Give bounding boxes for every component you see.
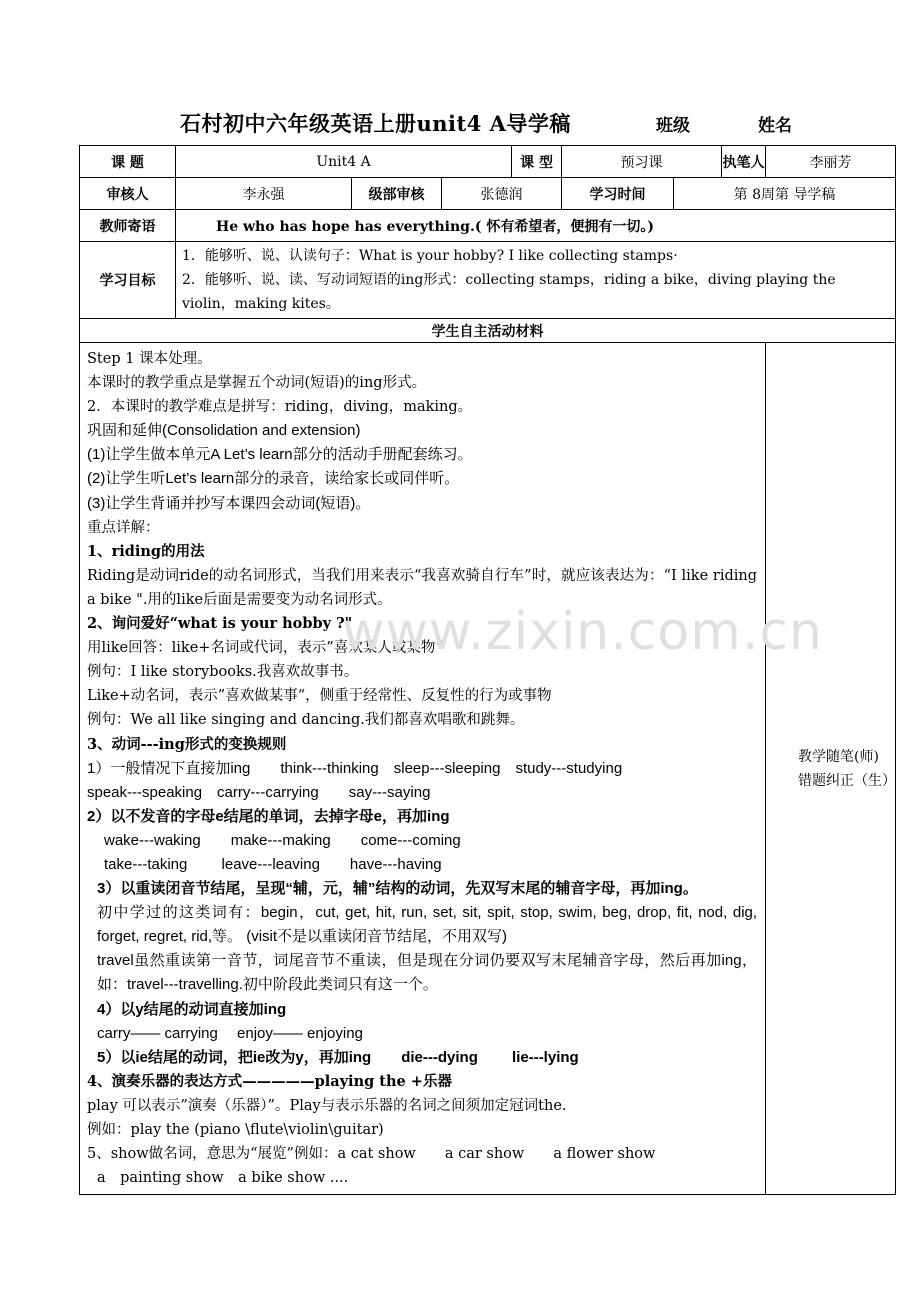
content-heading: 3、动词---ing形式的变换规则	[87, 735, 287, 753]
content-heading: 5）以ie结尾的动词，把ie改为y，再加ing die---dying lie---lying	[97, 1048, 579, 1066]
error-correction-label: 错题纠正（生）	[798, 772, 897, 789]
course-value: Unit4 A	[176, 146, 512, 178]
content-heading: 3）以重读闭音节结尾，呈现“辅，元，辅”结构的动词，先双写末尾的辅音字母，再加ing。	[97, 880, 698, 898]
section-title: 学生自主活动材料	[80, 319, 896, 343]
content-line: 5、show做名词，意思为“展览”例如：a cat show a car show a flower show	[87, 1146, 656, 1163]
content-line: (3)让学生背诵并抄写本课四会动词(短语)。	[87, 494, 371, 512]
goals-label: 学习目标	[80, 242, 176, 319]
content-line: take---taking leave---leaving have---having	[104, 855, 442, 873]
content-heading: 4）以y结尾的动词直接加ing	[97, 1000, 287, 1018]
content-line: 初中学过的这类词有：begin，cut, get, hit, run, set, sit, spit, stop, swim, beg, drop, fit, nod, dig, forget, regret, rid,等。 (visit不是以重读闭音节结尾，不用双写)	[97, 904, 758, 946]
content-line: travel虽然重读第一音节，词尾音节不重读，但是现在分词仍要双写末尾辅音字母，然后再加ing，如：travel---travelling.初中阶段此类词只有这一个。	[97, 952, 758, 994]
type-label: 课 型	[512, 146, 562, 178]
study-sheet-table	[79, 145, 896, 1195]
content-line: 2．本课时的教学难点是拼写：riding，diving，making。	[87, 399, 473, 416]
class-label: 班级	[656, 116, 690, 136]
content-line: 本课时的教学重点是掌握五个动词(短语)的ing形式。	[87, 375, 427, 392]
content-line: Like+动名词，表示”喜欢做某事“，侧重于经常性、反复性的行为或事物	[87, 688, 552, 705]
content-line: play 可以表示”演奏（乐器）”。Play与表示乐器的名词之间须加定冠词the.	[87, 1097, 567, 1114]
reviewer-value: 李永强	[176, 178, 352, 210]
content-line: (2)让学生听Let’s learn部分的录音，读给家长或同伴听。	[87, 470, 460, 488]
side-notes-cell	[766, 343, 896, 1195]
content-heading: 1、riding的用法	[87, 542, 205, 560]
content-line: Step 1 课本处理。	[87, 351, 212, 367]
content-heading: 4、演奏乐器的表达方式—————playing the +乐器	[87, 1072, 452, 1090]
main-content	[80, 343, 766, 1195]
time-value: 第 8周第 导学稿	[674, 178, 896, 210]
content-line: 例句：I like storybooks.我喜欢故事书。	[87, 664, 359, 681]
watermark: www.zixin.com.cn	[342, 602, 823, 662]
content-line: a painting show a bike show ....	[97, 1170, 349, 1187]
content-line: speak---speaking carry---carrying say---saying	[87, 783, 431, 801]
goals-cell	[176, 242, 896, 319]
content-row	[80, 343, 896, 1195]
section-title-row	[80, 319, 896, 343]
grade-review-label: 级部审核	[352, 178, 442, 210]
content-heading: 2）以不发音的字母e结尾的单词，去掉字母e，再加ing	[87, 807, 450, 825]
course-label: 课 题	[80, 146, 176, 178]
content-line: wake---waking make---making come---coming	[104, 831, 461, 849]
grade-review-value: 张德润	[442, 178, 562, 210]
content-line: carry—— carrying enjoy—— enjoying	[97, 1024, 363, 1042]
goals-row	[80, 242, 896, 319]
motto-value: He who has hope has everything.( 怀有希望者，便拥有一切。)	[176, 210, 896, 242]
content-line: 例句：We all like singing and dancing.我们都喜欢唱歌和跳舞。	[87, 712, 525, 729]
teacher-notes-label: 教学随笔(师)	[798, 748, 879, 765]
content-line: 巩固和延伸(Consolidation and extension)	[87, 422, 361, 440]
content-line: (1)让学生做本单元A Let’s learn部分的活动手册配套练习。	[87, 446, 473, 464]
content-line: Riding是动词ride的动名词形式，当我们用来表示“我喜欢骑自行车”时，就应该表达为：“I like riding a bike ".用的like后面是需要变为动名词形式。	[87, 567, 758, 608]
header	[0, 108, 920, 138]
motto-row	[80, 210, 896, 242]
content-heading: 2、询问爱好“what is your hobby ?"	[87, 615, 353, 633]
info-row-review	[80, 178, 896, 210]
time-label: 学习时间	[562, 178, 674, 210]
content-line: 重点详解：	[87, 519, 160, 536]
content-line: 用like回答：like+名词或代词，表示”喜欢某人或某物“	[87, 640, 443, 657]
info-row-course	[80, 146, 896, 178]
content-line: 例如：play the (piano \flute\violin\guitar)	[87, 1122, 384, 1138]
goal-item: 2．能够听、说、读、写动词短语的ing形式：collecting stamps，riding a bike，diving playing the violin，making kites。	[182, 272, 836, 312]
reviewer-label: 审核人	[80, 178, 176, 210]
content-line: 1）一般情况下直接加ing think---thinking sleep---sleeping study---studying	[87, 759, 623, 777]
goal-item: 1．能够听、说、认读句子：What is your hobby? I like collecting stamps·	[182, 248, 678, 264]
type-value: 预习课	[562, 146, 722, 178]
writer-label: 执笔人	[722, 146, 766, 178]
name-label: 姓名	[758, 116, 792, 136]
motto-label: 教师寄语	[80, 210, 176, 242]
writer-value: 李丽芳	[766, 146, 896, 178]
page-title: 石村初中六年级英语上册unit4 A导学稿	[180, 111, 571, 136]
